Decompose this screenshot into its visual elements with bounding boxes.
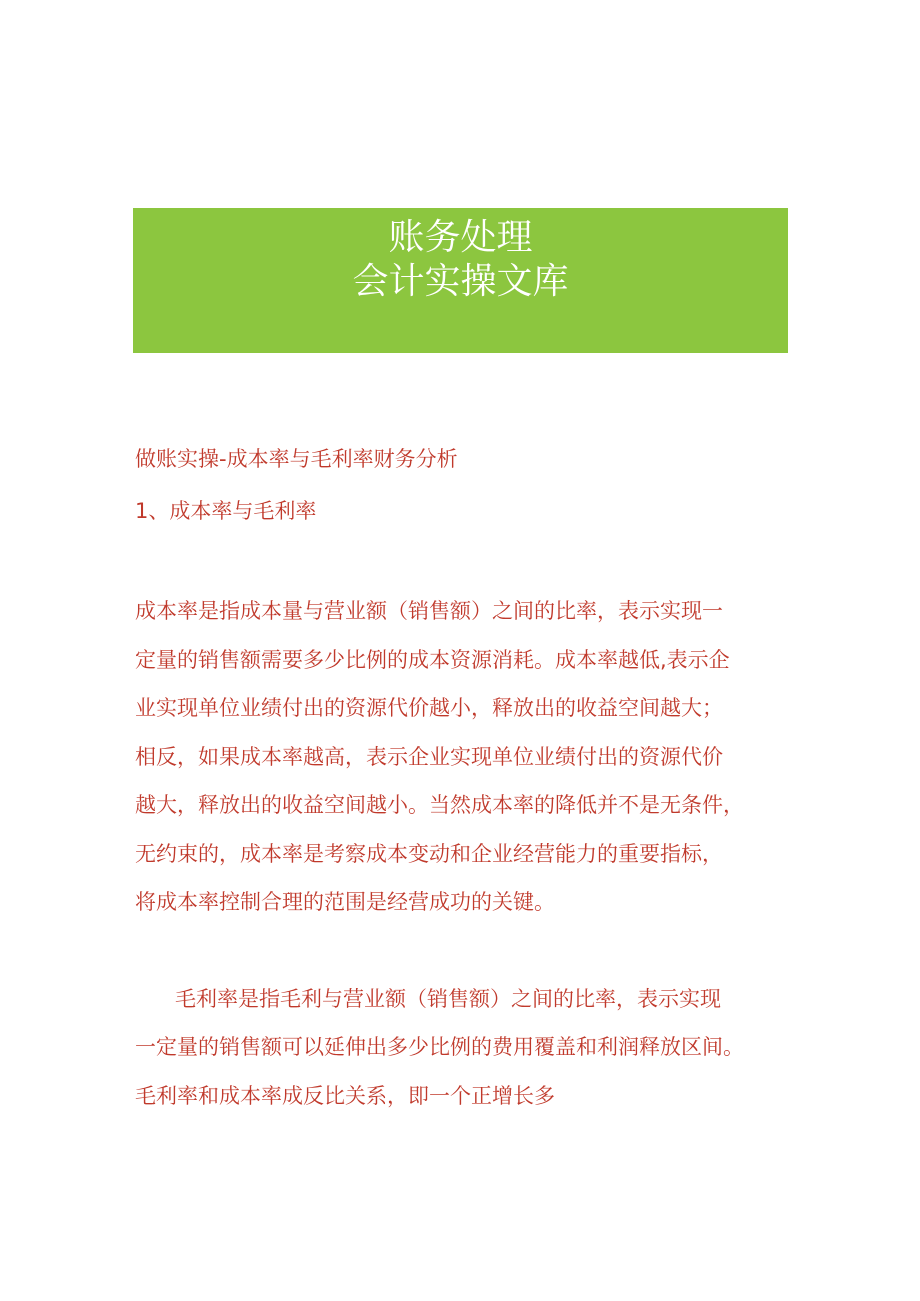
- paragraph-gross-margin: [135, 975, 795, 1121]
- article-body: [135, 437, 795, 1120]
- paragraph-line: 业实现单位业绩付出的资源代价越小，释放出的收益空间越大；: [135, 696, 723, 720]
- banner-title-line1: 账务处理: [388, 217, 533, 258]
- paragraph-line: 毛利率和成本率成反比关系，即一个正增长多: [135, 1083, 555, 1108]
- paragraph-line: 相反，如果成本率越高，表示企业实现单位业绩付出的资源代价: [135, 744, 723, 769]
- paragraph-line: 越大，释放出的收益空间越小。当然成本率的降低并不是无条件，: [135, 793, 744, 817]
- document-title: 做账实操-成本率与毛利率财务分析: [135, 447, 458, 471]
- section-heading: 1、成本率与毛利率: [135, 499, 317, 523]
- banner-title-line2: 会计实操文库: [352, 261, 569, 302]
- paragraph-cost-rate: [135, 587, 795, 927]
- paragraph-line: 定量的销售额需要多少比例的成本资源消耗。成本率越低,表示企: [135, 647, 730, 672]
- paragraph-line: 成本率是指成本量与营业额（销售额）之间的比率，表示实现一: [135, 599, 723, 623]
- paragraph-line: 无约束的，成本率是考察成本变动和企业经营能力的重要指标，: [135, 841, 723, 866]
- header-banner: [133, 208, 788, 353]
- paragraph-line: 一定量的销售额可以延伸出多少比例的费用覆盖和利润释放区间。: [135, 1035, 744, 1059]
- paragraph-line: 毛利率是指毛利与营业额（销售额）之间的比率，表示实现: [175, 986, 721, 1011]
- paragraph-line: 将成本率控制合理的范围是经营成功的关键。: [135, 890, 555, 914]
